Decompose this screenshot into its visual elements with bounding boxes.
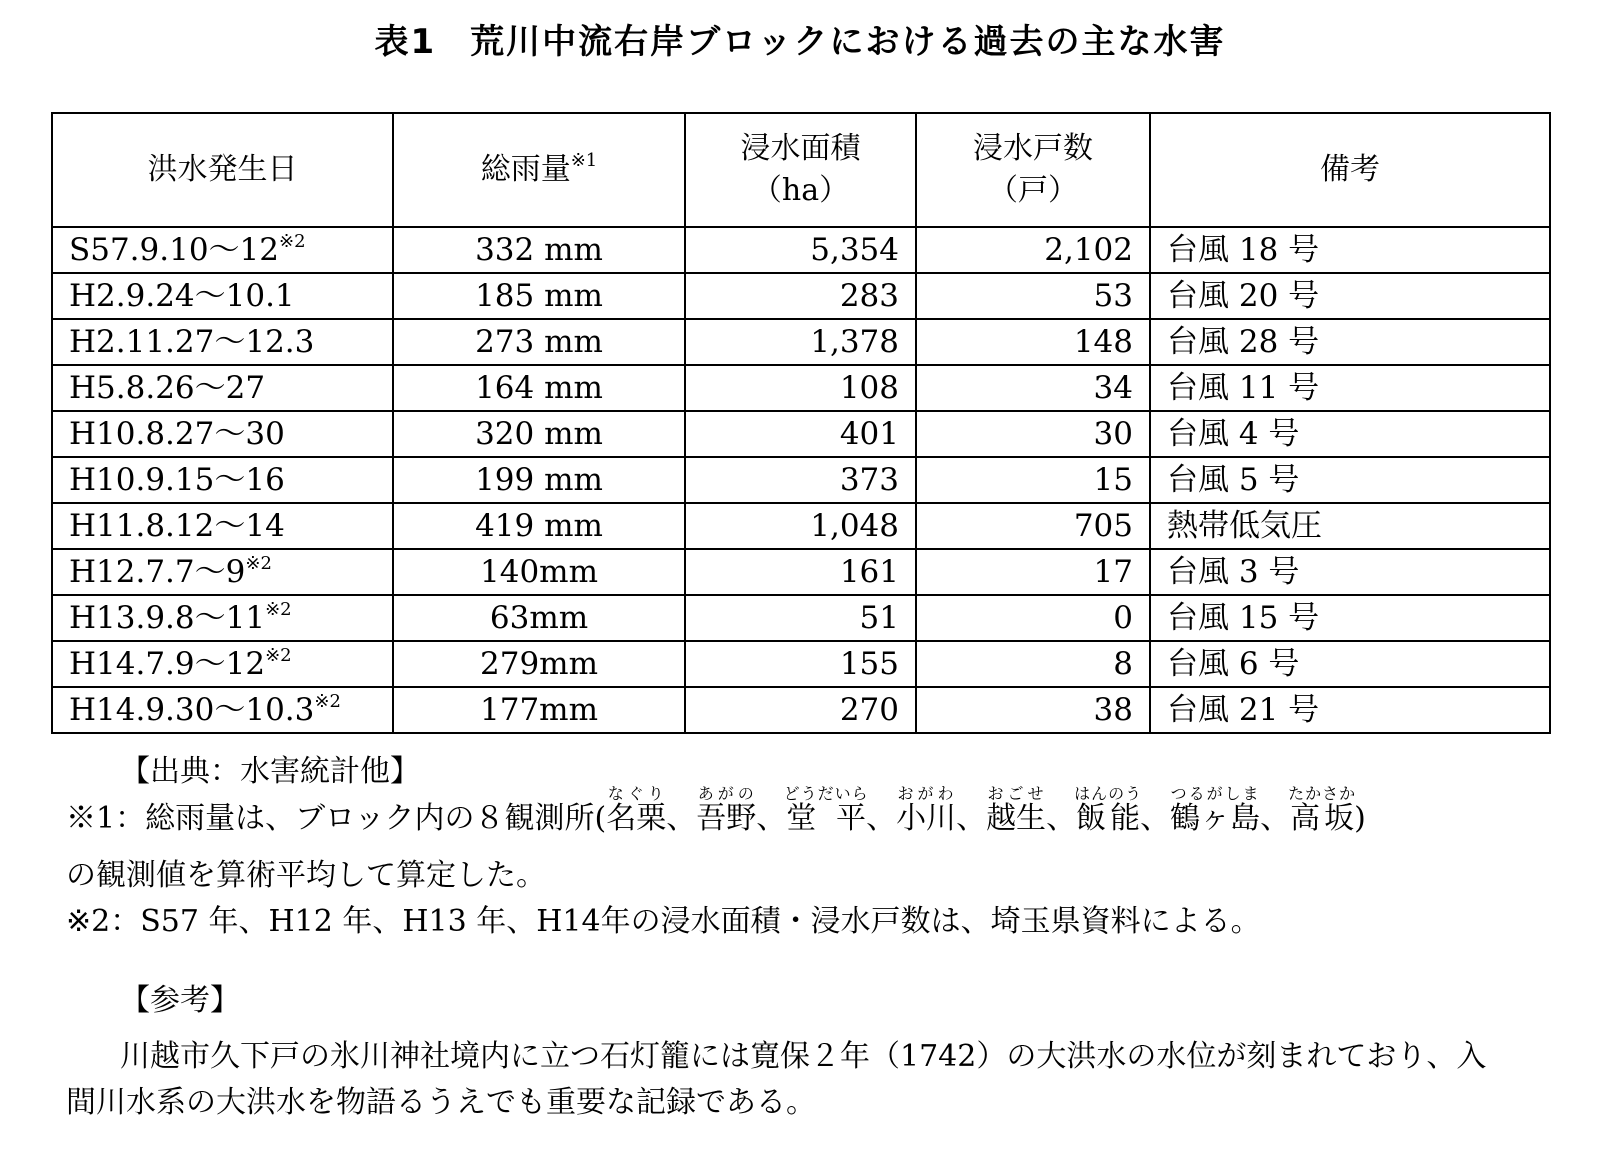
cell-rain: 185 mm — [393, 273, 685, 319]
cell-rain: 419 mm — [393, 503, 685, 549]
cell-houses: 2,102 — [916, 227, 1150, 273]
station-reading: どうだいら — [783, 784, 869, 803]
cell-houses: 17 — [916, 549, 1150, 595]
cell-houses: 30 — [916, 411, 1150, 457]
footnote-marker: ※2 — [279, 231, 306, 252]
footnote-marker: ※2 — [265, 599, 292, 620]
station-reading: たかさか — [1288, 784, 1357, 803]
header-rain-footnote: ※1 — [570, 150, 598, 171]
cell-date: H10.9.15～16 — [52, 457, 393, 503]
cell-rain: 273 mm — [393, 319, 685, 365]
station-name: 越生おごせ — [986, 784, 1047, 836]
cell-houses: 38 — [916, 687, 1150, 733]
table-row — [52, 503, 1550, 549]
table-row — [52, 457, 1550, 503]
cell-rain: 320 mm — [393, 411, 685, 457]
station-reading: おごせ — [986, 784, 1047, 803]
cell-rain: 199 mm — [393, 457, 685, 503]
cell-houses: 705 — [916, 503, 1150, 549]
cell-date: H12.7.7～9$^{※2}$ — [52, 549, 393, 595]
table-row — [52, 365, 1550, 411]
header-date: 洪水発生日 — [52, 113, 393, 227]
table-header-row — [52, 113, 1550, 227]
footnote-marker: ※2 — [314, 691, 341, 712]
station-reading: はんのう — [1074, 784, 1143, 803]
cell-area: 5,354 — [685, 227, 916, 273]
station-reading: つるがしま — [1170, 784, 1261, 803]
flood-table — [51, 112, 1551, 734]
cell-houses: 8 — [916, 641, 1150, 687]
cell-houses: 148 — [916, 319, 1150, 365]
header-area-unit: （ha） — [751, 173, 850, 208]
table-title — [0, 14, 1600, 63]
cell-note: 台風 11 号 — [1150, 365, 1550, 411]
cell-rain: 177mm — [393, 687, 685, 733]
station-name: 高坂たかさか — [1288, 784, 1357, 836]
cell-date: H2.11.27～12.3 — [52, 319, 393, 365]
table-row — [52, 595, 1550, 641]
footnote-marker: ※2 — [245, 553, 272, 574]
cell-date: H5.8.26～27 — [52, 365, 393, 411]
header-houses: 浸水戸数 （戸） — [916, 113, 1150, 227]
header-rain: 総雨量$^{※1}$ — [393, 113, 685, 227]
station-name: 名栗なぐり — [606, 784, 667, 836]
cell-area: 161 — [685, 549, 916, 595]
cell-rain: 279mm — [393, 641, 685, 687]
station-reading: おがわ — [896, 784, 957, 803]
table-number: 表1 — [374, 22, 437, 62]
cell-date: H10.8.27～30 — [52, 411, 393, 457]
table-row — [52, 687, 1550, 733]
table-row — [52, 227, 1550, 273]
cell-area: 283 — [685, 273, 916, 319]
cell-note: 台風 6 号 — [1150, 641, 1550, 687]
cell-area: 1,378 — [685, 319, 916, 365]
cell-area: 401 — [685, 411, 916, 457]
cell-houses: 0 — [916, 595, 1150, 641]
station-reading: なぐり — [606, 784, 667, 803]
cell-date: H14.9.30～10.3$^{※2}$ — [52, 687, 393, 733]
cell-date: H11.8.12～14 — [52, 503, 393, 549]
table-row — [52, 273, 1550, 319]
cell-note: 台風 4 号 — [1150, 411, 1550, 457]
cell-date: S57.9.10～12$^{※2}$ — [52, 227, 393, 273]
cell-note: 台風 18 号 — [1150, 227, 1550, 273]
source-citation: 【出典：水害統計他】 — [120, 754, 420, 789]
cell-area: 1,048 — [685, 503, 916, 549]
cell-rain: 63mm — [393, 595, 685, 641]
reference-heading: 【参考】 — [120, 983, 240, 1018]
cell-date: H2.9.24～10.1 — [52, 273, 393, 319]
cell-note: 台風 28 号 — [1150, 319, 1550, 365]
station-name: 飯能はんのう — [1074, 784, 1143, 836]
cell-rain: 332 mm — [393, 227, 685, 273]
footnote-2: ※2：S57 年、H12 年、H13 年、H14年の浸水面積・浸水戸数は、埼玉県資料による。 — [66, 904, 1261, 939]
cell-date: H14.7.9～12$^{※2}$ — [52, 641, 393, 687]
cell-area: 270 — [685, 687, 916, 733]
cell-rain: 140mm — [393, 549, 685, 595]
station-name: 吾野あがの — [696, 784, 757, 836]
cell-note: 台風 21 号 — [1150, 687, 1550, 733]
cell-houses: 34 — [916, 365, 1150, 411]
station-reading: あがの — [696, 784, 757, 803]
footnote-marker: ※2 — [265, 645, 292, 666]
table-row — [52, 641, 1550, 687]
cell-area: 108 — [685, 365, 916, 411]
station-name: 小川おがわ — [896, 784, 957, 836]
cell-note: 台風 15 号 — [1150, 595, 1550, 641]
station-name: 堂 平どうだいら — [783, 784, 869, 836]
cell-area: 51 — [685, 595, 916, 641]
table-row — [52, 549, 1550, 595]
cell-houses: 53 — [916, 273, 1150, 319]
cell-note: 台風 3 号 — [1150, 549, 1550, 595]
cell-note: 熱帯低気圧 — [1150, 503, 1550, 549]
cell-rain: 164 mm — [393, 365, 685, 411]
cell-area: 373 — [685, 457, 916, 503]
table-caption: 荒川中流右岸ブロックにおける過去の主な水害 — [470, 22, 1226, 62]
cell-houses: 15 — [916, 457, 1150, 503]
header-houses-unit: （戸） — [988, 173, 1078, 208]
header-area: 浸水面積 （ha） — [685, 113, 916, 227]
cell-date: H13.9.8～11$^{※2}$ — [52, 595, 393, 641]
reference-body: 川越市久下戸の氷川神社境内に立つ石灯籠には寛保２年（1742）の大洪水の水位が刻まれており、入間川水系の大洪水を物語るうえでも重要な記録である。 — [66, 1039, 1487, 1120]
header-note: 備考 — [1150, 113, 1550, 227]
cell-area: 155 — [685, 641, 916, 687]
cell-note: 台風 20 号 — [1150, 273, 1550, 319]
table-row — [52, 411, 1550, 457]
station-name: 鶴ヶ島つるがしま — [1170, 784, 1261, 836]
footnote-1-continued: の観測値を算術平均して算定した。 — [66, 858, 546, 893]
footnote-1: ※1：総雨量は、ブロック内の８観測所(名栗なぐり、吾野あがの、堂 平どうだいら、小川おがわ、越生おごせ、飯能はんのう、鶴ヶ島つるがしま、高坂たかさか) — [66, 784, 1366, 836]
cell-note: 台風 5 号 — [1150, 457, 1550, 503]
table-row — [52, 319, 1550, 365]
